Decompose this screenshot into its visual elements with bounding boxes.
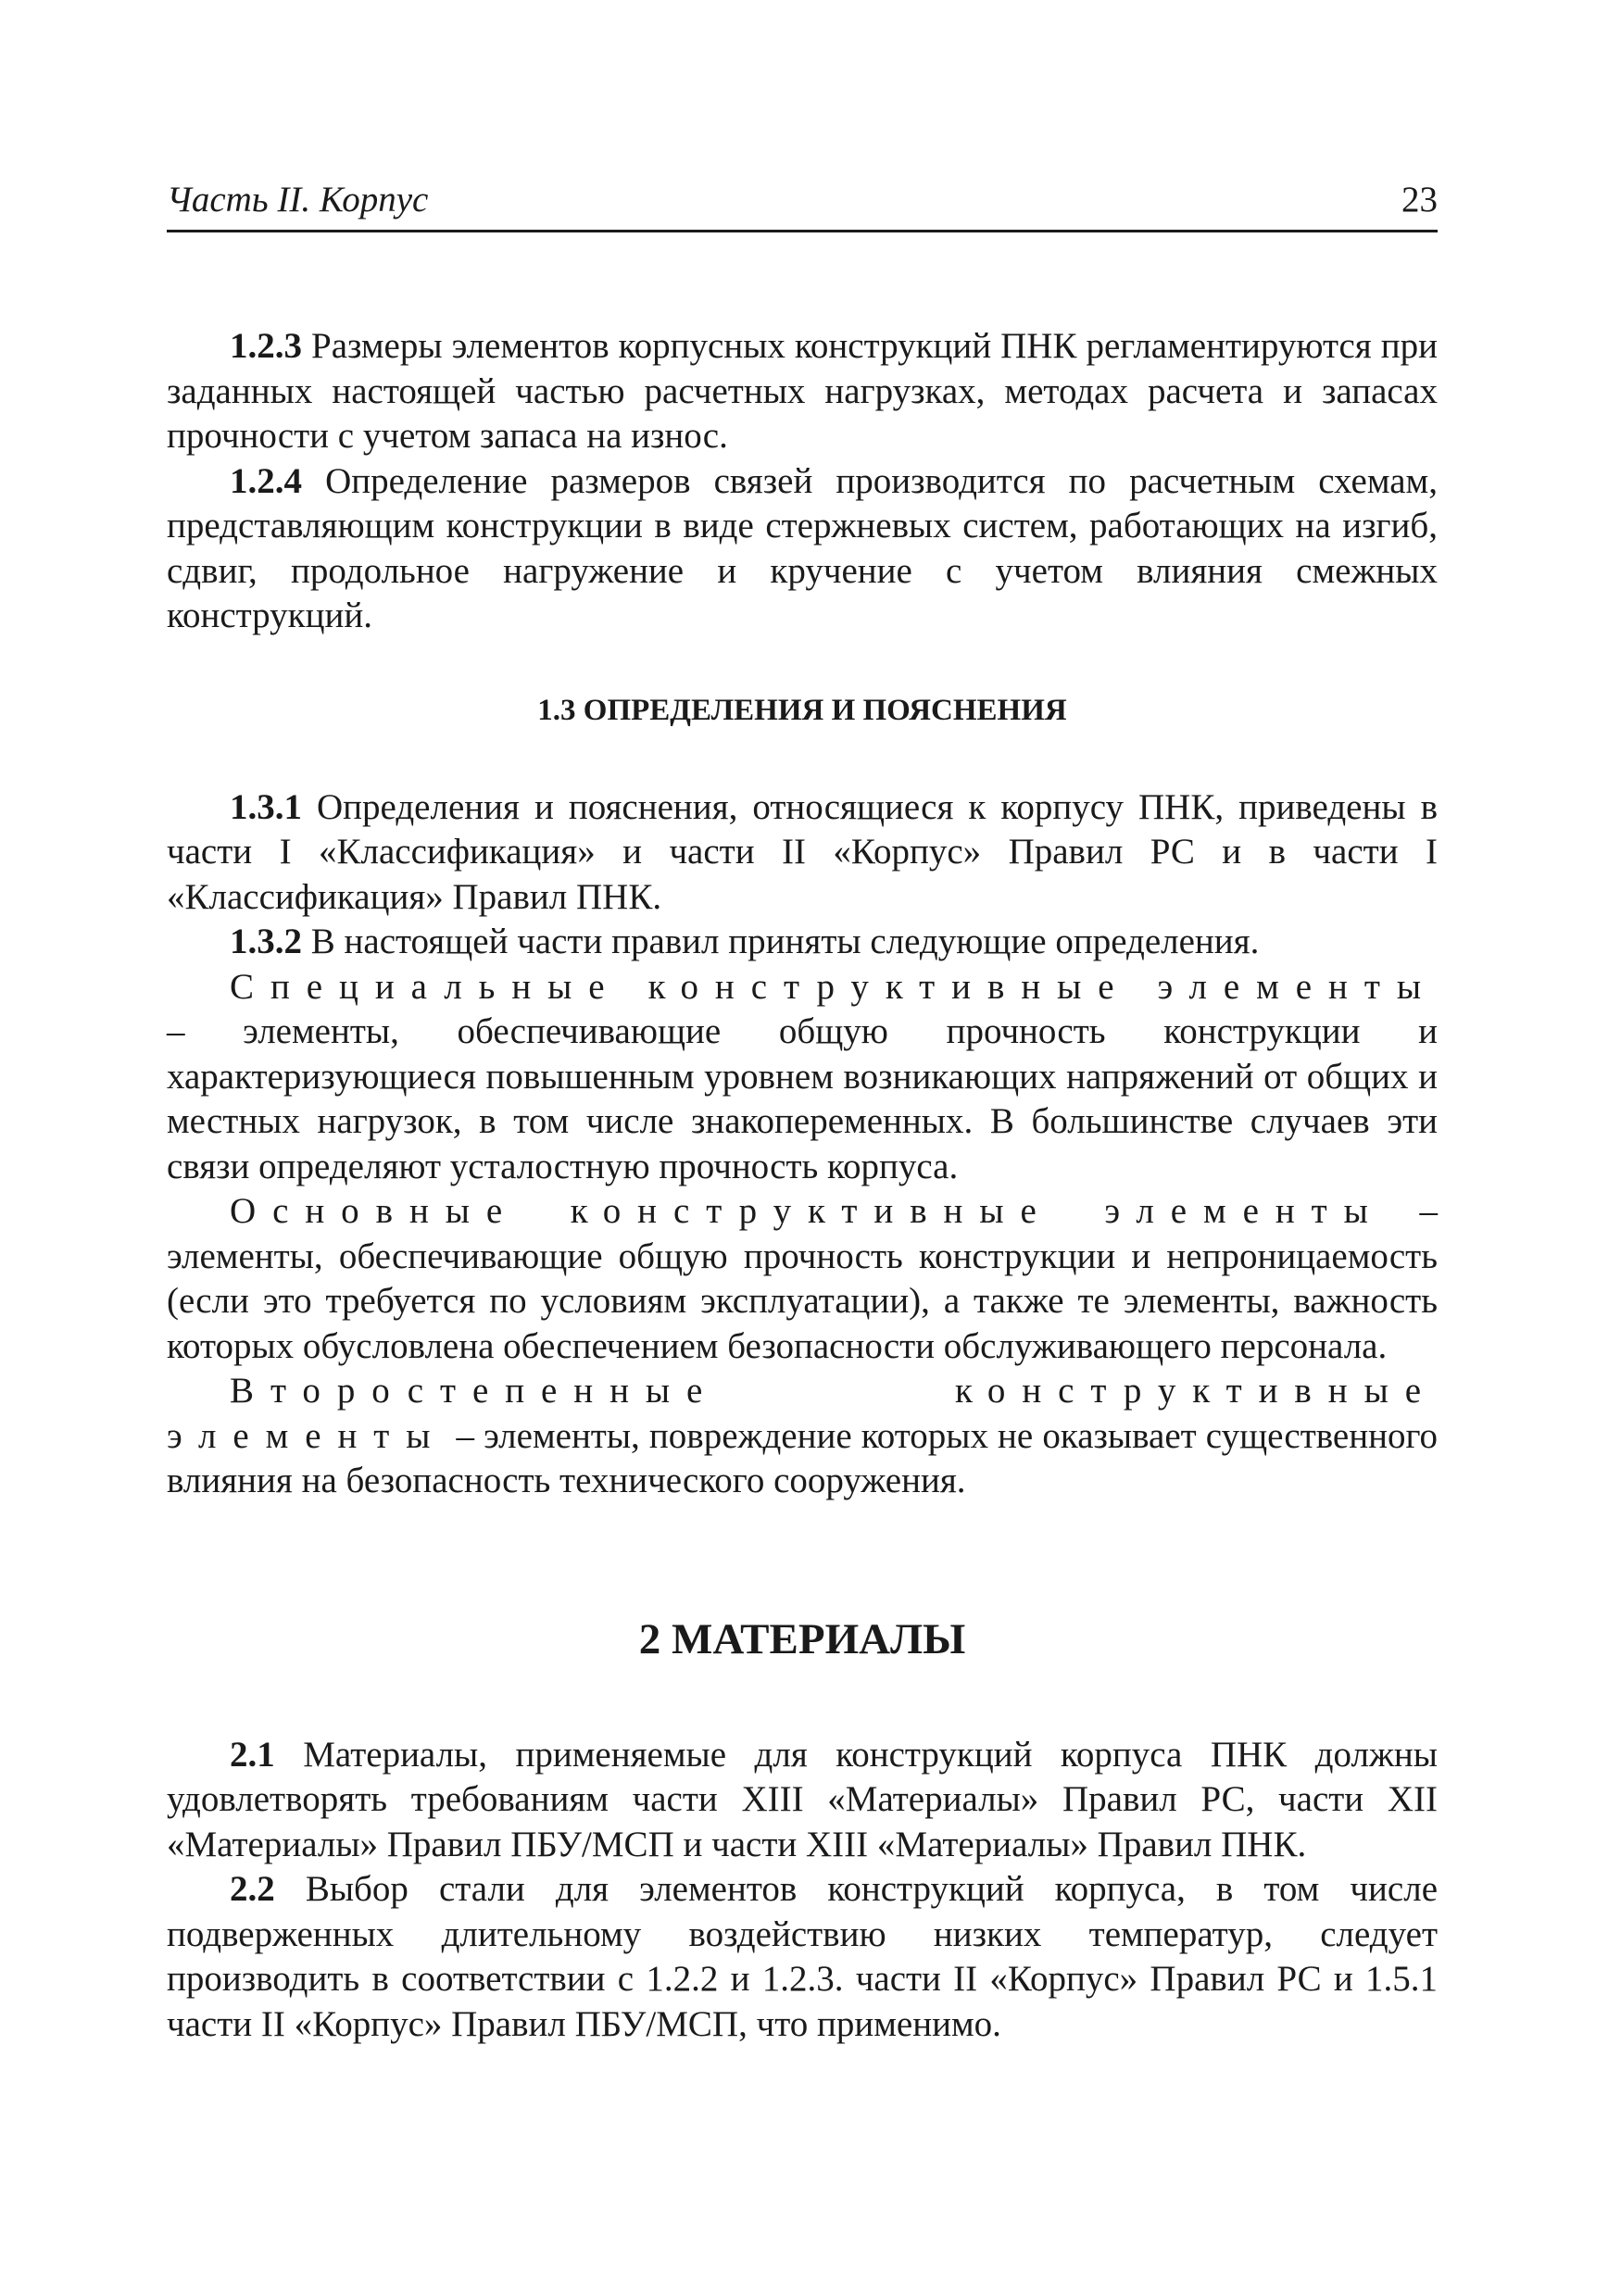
paragraph-2-2	[167, 1867, 1438, 2047]
definition-term: Второстепенные конструктивные элементы	[167, 1371, 1438, 1456]
definition-term: Специальные конструктивные элементы	[230, 966, 1438, 1007]
definition-text: – элементы, обеспечивающие общую прочность конструкции и непроницаемость (если это требуется по условиям эксплуатации), а также те элементы, важность которых обусловлена обеспечением безопасности обслуживающего персонала.	[167, 1191, 1438, 1366]
paragraph-1-3-1	[167, 785, 1438, 921]
running-header	[167, 176, 1438, 232]
clause-number: 2.2	[230, 1869, 275, 1909]
page-body	[167, 324, 1438, 2047]
chapter-heading-materials: 2 МАТЕРИАЛЫ	[638, 1614, 966, 1663]
definition-text: – элементы, повреждение которых не оказывает существенного влияния на безопасность технического сооружения.	[167, 1415, 1438, 1500]
clause-text: Определение размеров связей производится по расчетным схемам, представляющим конструкции в виде стержневых систем, работающих на изгиб, сдвиг, продольное нагружение и кручение с учетом влияния смежных конструкций.	[167, 460, 1438, 635]
definition-term: Основные конструктивные элементы	[230, 1191, 1385, 1231]
header-section-title: Часть II. Корпус	[167, 180, 429, 220]
page-number: 23	[1401, 180, 1438, 220]
clause-text: Размеры элементов корпусных конструкций ПНК регламентируются при заданных настоящей частью расчетных нагрузках, методах расчета и запасах прочности с учетом запаса на износ.	[167, 326, 1438, 456]
clause-text: Материалы, применяемые для конструкций корпуса ПНК должны удовлетворять требованиям части XIII «Материалы» Правил РС, части XII «Материалы» Правил ПБУ/МСП и части XIII «Материалы» Правил ПНК.	[167, 1734, 1438, 1864]
paragraph-1-3-2	[167, 920, 1438, 965]
definition-special-elements	[167, 965, 1438, 1190]
clause-number: 1.2.3	[230, 326, 302, 366]
paragraph-2-1	[167, 1733, 1438, 1868]
paragraph-1-2-4	[167, 459, 1438, 639]
clause-text: Определения и пояснения, относящиеся к корпусу ПНК, приведены в части I «Классификация» и части II «Корпус» Правил РС и в части I «Классификация» Правил ПНК.	[167, 786, 1438, 917]
clause-number: 2.1	[230, 1734, 275, 1775]
clause-number: 1.3.2	[230, 922, 302, 961]
clause-text: В настоящей части правил приняты следующие определения.	[302, 922, 1260, 961]
section-heading-1-3: 1.3 ОПРЕДЕЛЕНИЯ И ПОЯСНЕНИЯ	[537, 693, 1067, 727]
clause-text: Выбор стали для элементов конструкций корпуса, в том числе подверженных длительному воздействию низких температур, следует производить в соответствии с 1.2.2 и 1.2.3. части II «Корпус» Правил РС и 1.5.1 части II «Корпус» Правил ПБУ/МСП, что применимо.	[167, 1869, 1438, 2044]
paragraph-1-2-3	[167, 324, 1438, 459]
definition-main-elements	[167, 1189, 1438, 1369]
clause-number: 1.3.1	[230, 786, 302, 827]
definition-text: – элементы, обеспечивающие общую прочность конструкции и характеризующиеся повышенным уровнем возникающих напряжений от общих и местных нагрузок, в том числе знакопеременных. В большинстве случаев эти связи определяют усталостную прочность корпуса.	[167, 1011, 1438, 1186]
clause-number: 1.2.4	[230, 460, 302, 501]
definition-secondary-elements	[167, 1369, 1438, 1504]
